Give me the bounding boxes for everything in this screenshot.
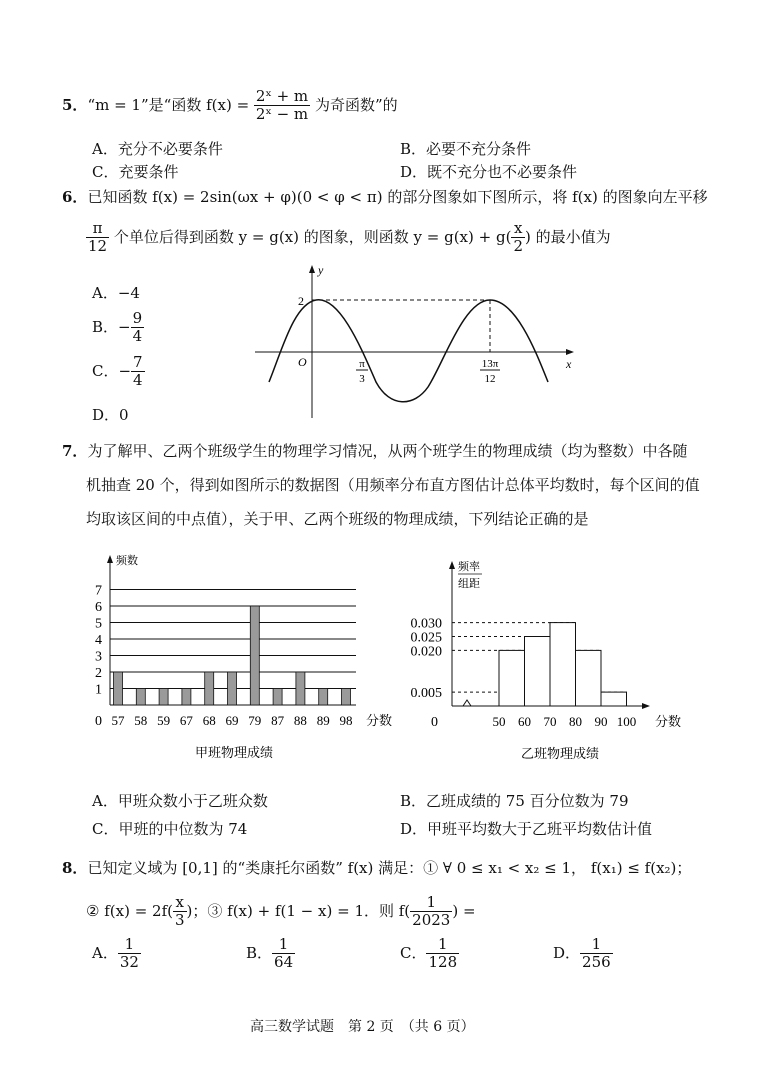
tick-pi3-num: π: [359, 358, 365, 370]
q7-option-a: A．甲班众数小于乙班众数: [92, 792, 268, 810]
q6-line2-a: 个单位后得到函数 y = g(x) 的图象，则函数 y = g(x) + g(: [113, 227, 512, 246]
y-tick-label: 0.030: [410, 616, 442, 632]
x-tick-label: 59: [157, 713, 171, 728]
origin-label: O: [298, 355, 307, 369]
yi-class-histogram: [400, 556, 690, 764]
x-tick-label: 87: [271, 713, 285, 728]
q6-option-c-num: 7: [133, 353, 143, 371]
q8-line1-text: 已知定义域为 [0,1] 的“类康托尔函数” f(x) 满足：① ∀ 0 ≤ x₁ < x₂ ≤ 1， f(x₁) ≤ f(x₂)；: [87, 859, 692, 877]
q8-option-c-num: 1: [426, 936, 459, 954]
y-axis-arrow-icon: [309, 265, 315, 273]
q6-shift-den: 12: [88, 237, 108, 256]
q6-option-b-num: 9: [132, 309, 143, 327]
q6-option-b-label: B．−: [92, 317, 131, 336]
q6-sine-graph: [250, 262, 580, 422]
q8-option-c-den: 128: [428, 953, 458, 972]
bar: [273, 689, 282, 706]
y-axis-title: 频数: [116, 555, 138, 567]
y-axis-title-bottom: 组距: [458, 578, 480, 590]
x-tick-label: 69: [225, 713, 239, 728]
x-axis-arrow-icon: [642, 703, 650, 709]
q8-option-a-frac: [118, 936, 141, 972]
q8-frac-b-num: 1: [410, 894, 452, 912]
q6-option-d: D．0: [92, 406, 129, 424]
y-axis-title-top: 频率: [458, 561, 480, 573]
q8-option-c-label: C．: [400, 943, 427, 962]
q8-line2-c: ) =: [452, 901, 476, 920]
q5-stem-a: “m = 1”是“函数 f(x) =: [87, 95, 250, 114]
q8-frac-b-den: 2023: [412, 911, 451, 930]
q8-option-c: [400, 936, 459, 972]
q5-fraction: [254, 88, 310, 124]
q5-option-a: A．充分不必要条件: [92, 140, 223, 158]
y-tick-label: 0.020: [410, 644, 442, 660]
bar: [250, 606, 259, 705]
q6-option-a: A．−4: [92, 284, 140, 302]
y-tick-label: 3: [95, 649, 102, 665]
y-tick-label: 1: [95, 682, 102, 698]
x-axis-arrow-icon: [566, 349, 574, 355]
q8-option-a-num: 1: [118, 936, 141, 954]
tick-13pi12-num: 13π: [481, 358, 499, 370]
origin-label: 0: [95, 714, 102, 729]
x-tick-label: 80: [569, 714, 582, 729]
q6-arg-fraction: [511, 220, 525, 256]
bar: [342, 689, 351, 706]
bar: [205, 672, 214, 705]
q8-option-b-den: 64: [274, 953, 294, 972]
y-tick-label: 4: [95, 633, 102, 648]
peak-label: 2: [298, 294, 304, 308]
x-tick-label: 60: [518, 714, 531, 729]
x-tick-label: 100: [616, 714, 637, 729]
q7-option-d: D．甲班平均数大于乙班平均数估计值: [400, 820, 653, 838]
bar: [136, 689, 145, 706]
y-tick-label: 6: [95, 600, 102, 615]
y-tick-label: 0.005: [410, 686, 442, 702]
histogram-bar: [601, 692, 627, 706]
q5-frac-den: 2ˣ − m: [255, 105, 309, 124]
y-axis-label: y: [318, 263, 324, 277]
q5-option-c: C．充要条件: [92, 163, 179, 181]
q8-option-d: [553, 936, 613, 972]
q6-arg-den: 2: [513, 237, 523, 256]
q6-option-b-den: 4: [132, 327, 143, 346]
q8-frac-b: [410, 894, 452, 930]
q6-line2: [86, 220, 611, 256]
q5-number: 5．: [62, 95, 88, 114]
y-tick-label: 2: [95, 666, 102, 681]
q7-line3: 均取该区间的中点值），关于甲、乙两个班级的物理成绩，下列结论正确的是: [86, 510, 589, 528]
x-tick-label: 88: [293, 713, 307, 728]
q8-option-b-label: B．: [246, 943, 273, 962]
x-tick-label: 57: [111, 713, 125, 728]
q6-shift-fraction: [86, 220, 109, 256]
origin-label: 0: [431, 715, 438, 730]
q8-option-a-label: A．: [92, 943, 118, 962]
q8-option-c-frac: [426, 936, 459, 972]
jia-class-frequency-chart: [84, 550, 394, 765]
q6-option-c: [92, 354, 145, 390]
x-tick-label: 89: [316, 713, 330, 728]
q6-shift-num: π: [86, 220, 109, 238]
q8-frac-a-num: x: [173, 894, 187, 912]
q6-option-c-frac: [131, 354, 145, 390]
x-tick-label: 79: [248, 713, 262, 728]
q8-frac-a: [173, 894, 187, 930]
axis-break-icon: [463, 700, 471, 706]
q8-option-d-frac: [580, 936, 613, 972]
q8-option-b: [246, 936, 295, 972]
x-axis-title: 分数: [366, 713, 393, 728]
bar: [114, 672, 123, 705]
q8-option-d-den: 256: [582, 953, 611, 972]
tick-13pi12-den: 12: [484, 373, 496, 385]
q6-arg-num: x: [511, 220, 525, 238]
chart-caption: 乙班物理成绩: [520, 746, 600, 761]
q5-stem-b: 为奇函数”的: [314, 95, 398, 114]
q8-line2-b: )；③ f(x) + f(1 − x) = 1．则 f(: [186, 901, 411, 920]
q8-frac-a-den: 3: [174, 911, 185, 930]
x-tick-label: 68: [202, 713, 216, 728]
q7-option-c: C．甲班的中位数为 74: [92, 820, 248, 838]
y-tick-label: 0.025: [410, 630, 442, 646]
q7-number: 7．: [62, 442, 88, 460]
bar: [319, 689, 328, 706]
q8-option-d-label: D．: [553, 943, 581, 962]
tick-pi3-den: 3: [359, 373, 365, 385]
bar: [228, 672, 237, 705]
q8-line2: [86, 894, 476, 930]
y-tick-label: 5: [95, 616, 102, 632]
x-tick-label: 90: [594, 714, 608, 729]
histogram-bar: [576, 650, 602, 706]
y-axis-arrow-icon: [449, 561, 455, 569]
q7-line1-text: 为了解甲、乙两个班级学生的物理学习情况，从两个班学生的物理成绩（均为整数）中各随: [87, 442, 688, 460]
sine-curve: [269, 300, 548, 402]
x-tick-label: 70: [543, 714, 557, 729]
q8-option-a-den: 32: [119, 953, 139, 972]
q8-number: 8．: [62, 859, 88, 877]
x-axis-title: 分数: [655, 714, 682, 729]
q8-line1: [62, 857, 691, 878]
bar: [296, 672, 305, 705]
q6-line2-b: ) 的最小值为: [524, 227, 611, 246]
x-tick-label: 50: [492, 714, 506, 729]
q6-option-c-den: 4: [133, 371, 143, 390]
q6-line1: [62, 186, 708, 207]
q5-option-b: B．必要不充分条件: [400, 140, 532, 158]
q5-frac-num: 2ˣ + m: [255, 87, 309, 105]
bar: [159, 689, 168, 706]
q7-line2: 机抽查 20 个，得到如图所示的数据图（用频率分布直方图估计总体平均数时，每个区间的值: [86, 476, 700, 494]
q8-line2-a: ② f(x) = 2f(: [86, 901, 173, 920]
q8-option-b-num: 1: [272, 936, 295, 954]
q6-number: 6．: [62, 188, 88, 206]
q5-stem: [62, 88, 398, 124]
x-axis-label: x: [566, 357, 572, 371]
q6-option-b-frac: [131, 310, 145, 346]
q8-option-a: [92, 936, 141, 972]
q8-option-b-frac: [272, 936, 295, 972]
q6-option-c-label: C．−: [92, 361, 132, 380]
q7-option-b: B．乙班成绩的 75 百分位数为 79: [400, 792, 629, 810]
y-tick-label: 7: [95, 583, 102, 599]
histogram-bar: [525, 637, 551, 707]
chart-caption: 甲班物理成绩: [194, 745, 274, 760]
bar: [182, 689, 191, 706]
page-footer: 高三数学试题 第 2 页 （共 6 页）: [250, 1019, 475, 1035]
histogram-bar: [550, 623, 576, 706]
q6-line1-text: 已知函数 f(x) = 2sin(ωx + φ)(0 < φ < π) 的部分图象如下图所示，将 f(x) 的图象向左平移: [87, 188, 708, 206]
q5-option-d: D．既不充分也不必要条件: [400, 163, 578, 181]
x-tick-label: 98: [339, 713, 353, 728]
x-tick-label: 67: [179, 713, 193, 728]
histogram-bar: [499, 650, 525, 706]
x-tick-label: 58: [134, 713, 148, 728]
q8-option-d-num: 1: [580, 936, 613, 954]
y-axis-arrow-icon: [107, 555, 113, 563]
q6-option-b: [92, 310, 144, 346]
q7-line1: [62, 440, 687, 461]
